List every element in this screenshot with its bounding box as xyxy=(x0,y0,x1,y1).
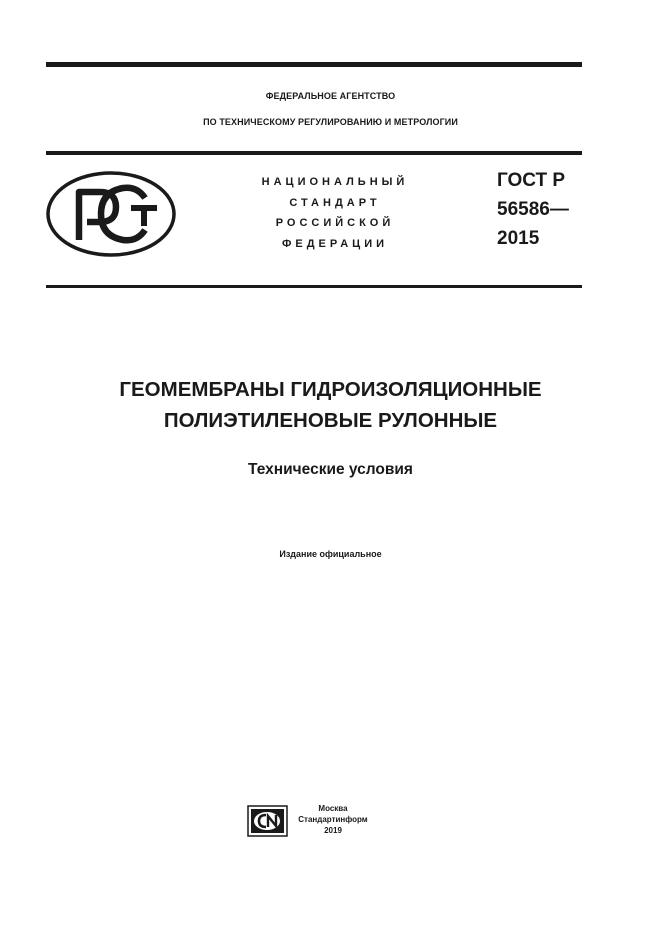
agency-name-line1: ФЕДЕРАЛЬНОЕ АГЕНТСТВО xyxy=(265,91,396,101)
middle-divider xyxy=(46,151,582,155)
top-divider xyxy=(46,62,582,67)
standard-type-line4: ФЕДЕРАЦИИ xyxy=(281,237,389,250)
bottom-divider xyxy=(46,285,582,288)
document-title xyxy=(0,374,661,436)
publication-year: 2019 xyxy=(324,826,342,835)
document-title-line1: ГЕОМЕМБРАНЫ ГИДРОИЗОЛЯЦИОННЫЕ xyxy=(119,378,542,401)
publisher-name: Стандартинформ xyxy=(298,815,368,824)
standard-type-block xyxy=(210,172,460,254)
standard-type-line2: СТАНДАРТ xyxy=(289,196,381,209)
gost-designation-line1: ГОСТ Р xyxy=(497,170,566,191)
publisher-info xyxy=(294,803,372,836)
document-title-line2: ПОЛИЭТИЛЕНОВЫЕ РУЛОННЫЕ xyxy=(163,409,498,432)
publisher-city: Москва xyxy=(318,804,348,813)
standard-type-line3: РОССИЙСКОЙ xyxy=(275,217,395,229)
agency-name-line2: ПО ТЕХНИЧЕСКОМУ РЕГУЛИРОВАНИЮ И МЕТРОЛОГИИ xyxy=(203,117,458,127)
gost-designation-line2: 56586— xyxy=(497,199,569,220)
gost-designation xyxy=(497,166,569,253)
rst-certification-mark-icon xyxy=(45,170,177,258)
gost-designation-line3: 2015 xyxy=(497,228,540,249)
edition-note: Издание официальное xyxy=(279,549,382,559)
standartinform-logo-icon xyxy=(247,805,288,837)
standard-type-line1: НАЦИОНАЛЬНЫЙ xyxy=(261,176,409,188)
document-subtitle: Технические условия xyxy=(248,461,413,478)
